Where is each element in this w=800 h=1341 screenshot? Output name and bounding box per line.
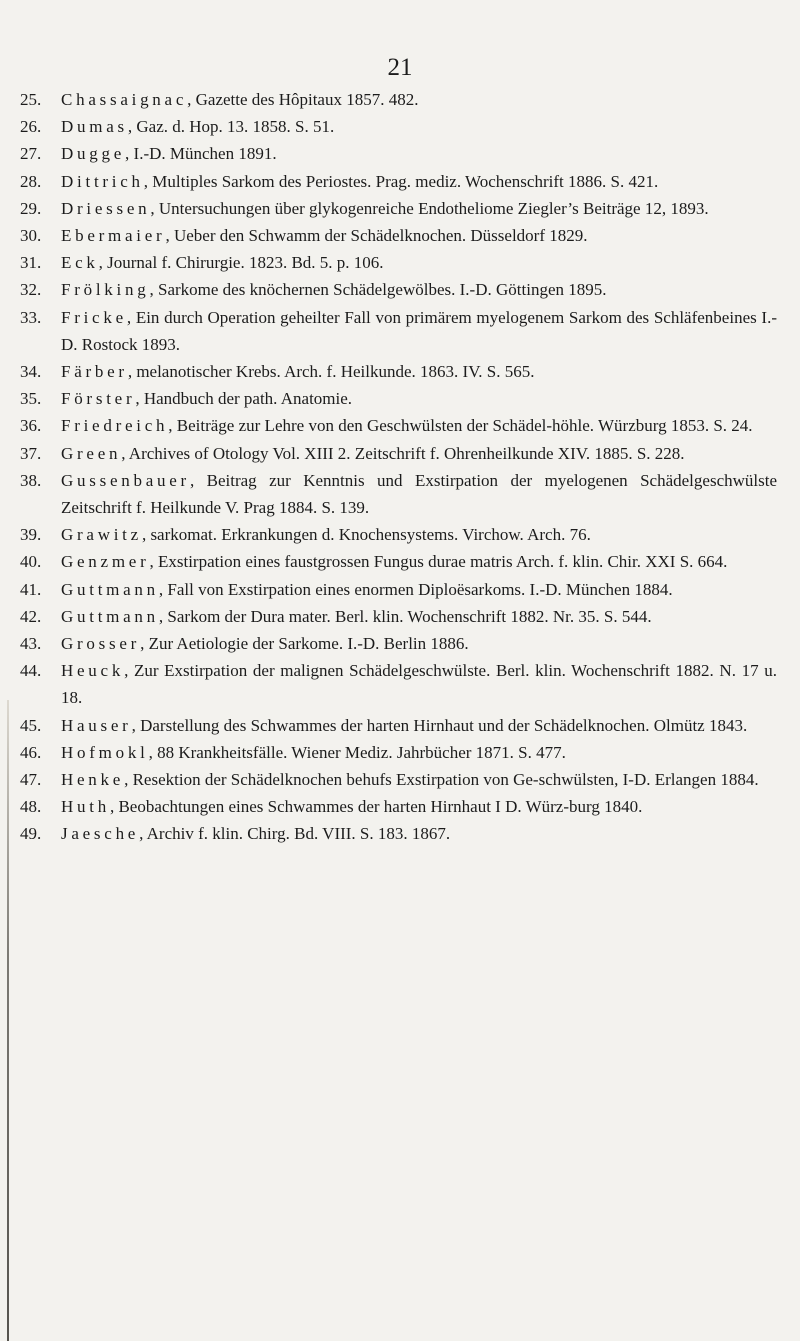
entry-author: Färber bbox=[61, 362, 128, 382]
entry-number: 36. bbox=[20, 416, 42, 436]
entry-author: Hauser bbox=[61, 715, 132, 735]
entry-citation: , Beobachtungen eines Schwammes der harten Hirnhaut I D. Würz-burg 1840. bbox=[109, 797, 643, 817]
entry-number: 42. bbox=[20, 606, 42, 626]
bibliography-entry bbox=[20, 739, 777, 766]
bibliography-entry bbox=[20, 820, 777, 847]
bibliography-entry bbox=[20, 113, 777, 140]
bibliography-entry bbox=[20, 358, 777, 385]
entry-number: 46. bbox=[20, 742, 42, 762]
bibliography-entry bbox=[20, 412, 777, 439]
entry-number: 30. bbox=[20, 226, 42, 246]
entry-citation: , Archiv f. klin. Chirg. Bd. VIII. S. 183. 1867. bbox=[139, 824, 451, 844]
entry-number: 29. bbox=[20, 198, 42, 218]
entry-citation: , Ueber den Schwamm der Schädelknochen. Düsseldorf 1829. bbox=[165, 226, 588, 246]
entry-author: Fricke bbox=[61, 307, 127, 327]
entry-citation: , Zur Exstirpation der malignen Schädelgeschwülste. Berl. klin. Wochenschrift 1882. N. 17 u. 18. bbox=[61, 661, 777, 708]
entry-citation: , Archives of Otology Vol. XIII 2. Zeitschrift f. Ohrenheilkunde XIV. 1885. S. 228. bbox=[121, 443, 685, 463]
entry-citation: , Sarkome des knöchernen Schädelgewölbes. I.-D. Göttingen 1895. bbox=[149, 280, 607, 300]
entry-author: Eck bbox=[61, 253, 99, 273]
entry-number: 41. bbox=[20, 579, 42, 599]
bibliography-entry bbox=[20, 86, 777, 113]
entry-number: 27. bbox=[20, 144, 42, 164]
entry-citation: , Multiples Sarkom des Periostes. Prag. mediz. Wochenschrift 1886. S. 421. bbox=[143, 171, 659, 191]
entry-citation: , Ein durch Operation geheilter Fall von primärem myelogenem Sarkom des Schläfenbeines I.-D. Rostock 1893. bbox=[61, 307, 777, 354]
bibliography-entry bbox=[20, 440, 777, 467]
entry-author: Gussenbauer bbox=[61, 470, 190, 490]
bibliography-entry bbox=[20, 793, 777, 820]
bibliography-entry bbox=[20, 276, 777, 303]
entry-author: Driessen bbox=[61, 198, 151, 218]
entry-author: Dittrich bbox=[61, 171, 144, 191]
entry-author: Frölking bbox=[61, 280, 150, 300]
entry-number: 33. bbox=[20, 307, 42, 327]
bibliography-entry bbox=[20, 712, 777, 739]
entry-citation: , Sarkom der Dura mater. Berl. klin. Wochenschrift 1882. Nr. 35. S. 544. bbox=[158, 606, 652, 626]
bibliography-entry bbox=[20, 140, 777, 167]
page-number: 21 bbox=[387, 54, 413, 81]
entry-citation: , Beiträge zur Lehre von den Geschwülsten der Schädel-höhle. Würzburg 1853. S. 24. bbox=[168, 416, 753, 436]
bibliography-entry bbox=[20, 304, 777, 358]
bibliography-entry bbox=[20, 657, 777, 711]
page-edge-shadow bbox=[7, 700, 9, 1341]
entry-author: Jaesche bbox=[61, 824, 140, 844]
entry-citation: , Zur Aetiologie der Sarkome. I.-D. Berlin 1886. bbox=[140, 634, 469, 654]
entry-number: 37. bbox=[20, 443, 42, 463]
entry-citation: , Gaz. d. Hop. 13. 1858. S. 51. bbox=[127, 117, 335, 137]
bibliography-entry bbox=[20, 548, 777, 575]
entry-author: Henke bbox=[61, 770, 125, 790]
bibliography-entry bbox=[20, 630, 777, 657]
bibliography-list bbox=[20, 86, 777, 848]
entry-number: 35. bbox=[20, 389, 42, 409]
entry-number: 40. bbox=[20, 552, 42, 572]
entry-citation: , Resektion der Schädelknochen behufs Exstirpation von Ge-schwülsten, I-D. Erlangen 1884. bbox=[124, 770, 759, 790]
entry-author: Heuck bbox=[61, 661, 125, 681]
entry-author: Grosser bbox=[61, 634, 141, 654]
entry-number: 38. bbox=[20, 470, 42, 490]
entry-author: Friedreich bbox=[61, 416, 169, 436]
entry-citation: , 88 Krankheitsfälle. Wiener Mediz. Jahrbücher 1871. S. 477. bbox=[148, 742, 566, 762]
bibliography-entry bbox=[20, 195, 777, 222]
entry-citation: , Handbuch der path. Anatomie. bbox=[135, 389, 353, 409]
entry-number: 39. bbox=[20, 525, 42, 545]
entry-number: 49. bbox=[20, 824, 42, 844]
entry-number: 45. bbox=[20, 715, 42, 735]
entry-author: Huth bbox=[61, 797, 110, 817]
bibliography-entry bbox=[20, 603, 777, 630]
entry-number: 48. bbox=[20, 797, 42, 817]
entry-author: Förster bbox=[61, 389, 136, 409]
bibliography-entry bbox=[20, 766, 777, 793]
bibliography-entry bbox=[20, 222, 777, 249]
entry-citation: , I.-D. München 1891. bbox=[125, 144, 277, 164]
entry-citation: , melanotischer Krebs. Arch. f. Heilkunde. 1863. IV. S. 565. bbox=[127, 362, 535, 382]
entry-citation: , Exstirpation eines faustgrossen Fungus durae matris Arch. f. klin. Chir. XXI S. 664. bbox=[149, 552, 728, 572]
entry-author: Genzmer bbox=[61, 552, 150, 572]
entry-author: Grawitz bbox=[61, 525, 142, 545]
entry-citation: , Beitrag zur Kenntnis und Exstirpation der myelogenen Schädelgeschwülste Zeitschrift f. Heilkunde V. Prag 1884. S. 139. bbox=[61, 470, 777, 518]
bibliography-entry bbox=[20, 385, 777, 412]
entry-number: 34. bbox=[20, 362, 42, 382]
entry-number: 47. bbox=[20, 770, 42, 790]
entry-author: Ebermaier bbox=[61, 226, 166, 246]
bibliography-entry bbox=[20, 467, 777, 521]
bibliography-entry bbox=[20, 168, 777, 195]
entry-citation: , Fall von Exstirpation eines enormen Diploësarkoms. I.-D. München 1884. bbox=[158, 579, 673, 599]
entry-author: Dumas bbox=[61, 117, 128, 137]
entry-citation: , Journal f. Chirurgie. 1823. Bd. 5. p. 106. bbox=[98, 253, 384, 273]
entry-number: 28. bbox=[20, 171, 42, 191]
entry-citation: , sarkomat. Erkrankungen d. Knochensystems. Virchow. Arch. 76. bbox=[141, 525, 591, 545]
entry-number: 43. bbox=[20, 634, 42, 654]
entry-citation: , Gazette des Hôpitaux 1857. 482. bbox=[187, 90, 419, 109]
entry-author: Dugge bbox=[61, 144, 126, 164]
entry-number: 26. bbox=[20, 117, 42, 137]
entry-citation: , Darstellung des Schwammes der harten Hirnhaut und der Schädelknochen. Olmütz 1843. bbox=[131, 715, 748, 735]
entry-number: 44. bbox=[20, 661, 42, 681]
entry-author: Guttmann bbox=[61, 579, 159, 599]
entry-author: Chassaignac bbox=[61, 90, 188, 109]
bibliography-entry bbox=[20, 249, 777, 276]
bibliography-entry bbox=[20, 521, 777, 548]
entry-number: 32. bbox=[20, 280, 42, 300]
entry-author: Hofmokl bbox=[61, 742, 149, 762]
entry-author: Green bbox=[61, 443, 122, 463]
entry-author: Guttmann bbox=[61, 606, 159, 626]
entry-number: 31. bbox=[20, 253, 42, 273]
entry-citation: , Untersuchungen über glykogenreiche Endotheliome Ziegler’s Beiträge 12, 1893. bbox=[150, 198, 709, 218]
entry-number: 25. bbox=[20, 90, 42, 109]
bibliography-entry bbox=[20, 576, 777, 603]
